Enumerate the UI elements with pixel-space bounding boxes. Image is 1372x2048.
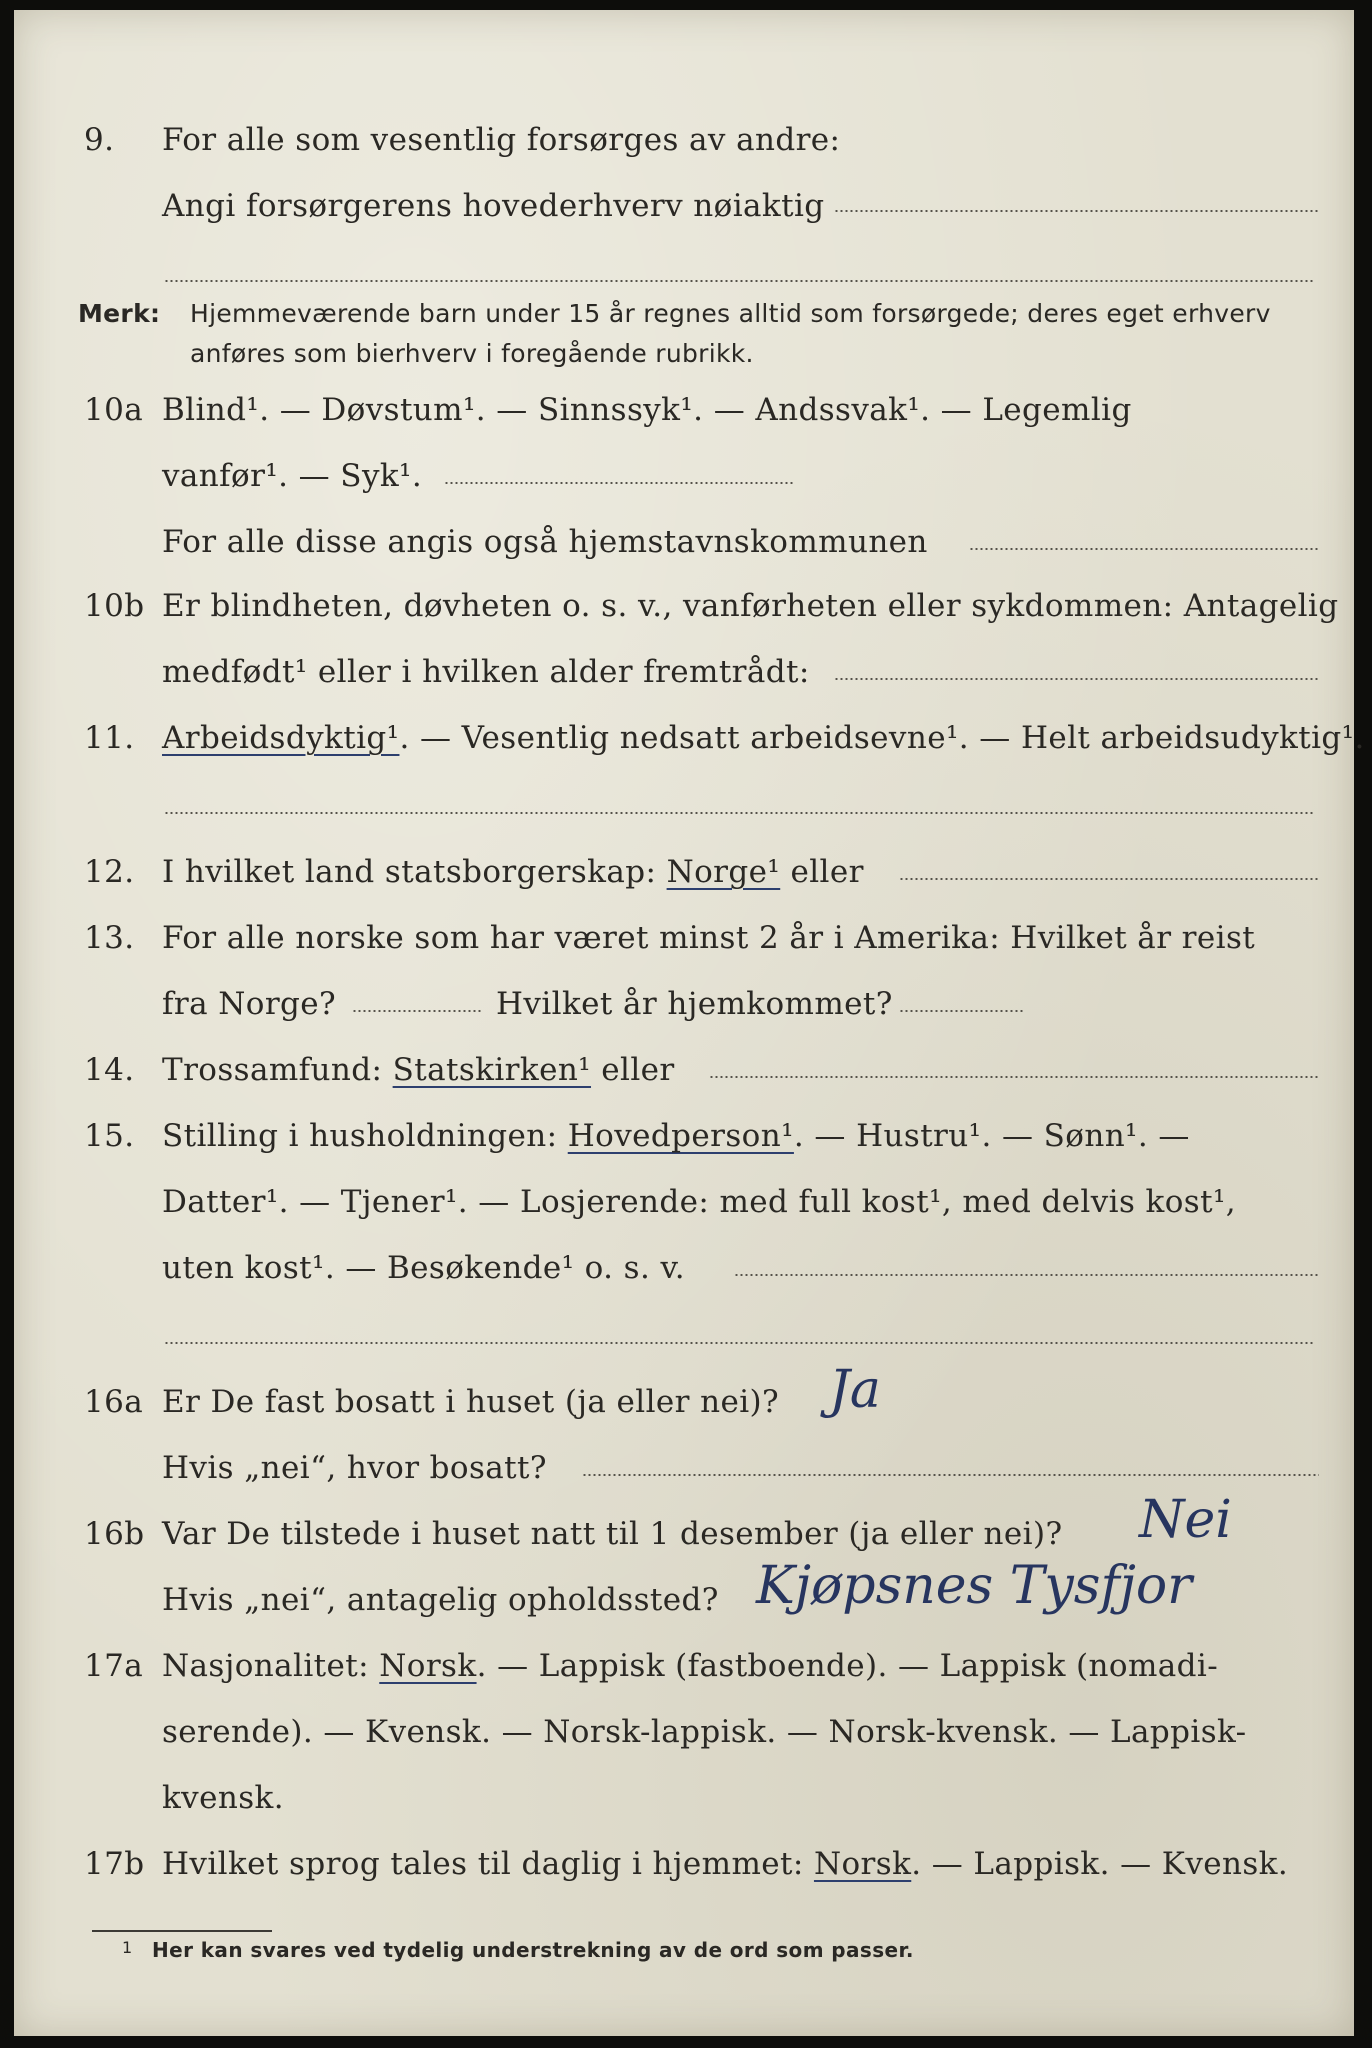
- q17b-underlined-answer: Norsk: [813, 1846, 912, 1882]
- q9-answer-line-2[interactable]: [164, 280, 1314, 282]
- q10a-sick-answer-line[interactable]: [444, 482, 794, 484]
- q17a-underlined-answer: Norsk: [379, 1648, 477, 1684]
- q16a-text-line2: Hvis „nei“, hvor bosatt?: [162, 1450, 547, 1486]
- q11-text-rest: . — Vesentlig nedsatt arbeidsevne¹. — Helt arbeidsudyktig¹.: [399, 720, 1365, 756]
- q17a-text-line3: kvensk.: [162, 1780, 284, 1816]
- q14-number: 14.: [84, 1052, 135, 1088]
- q9-number: 9.: [84, 122, 115, 158]
- q13-number: 13.: [84, 920, 135, 956]
- q11-text: [162, 718, 1365, 758]
- q10a-text-line3: For alle disse angis også hjemstavnskommunen: [162, 524, 928, 560]
- q12-text-after: eller: [790, 854, 864, 890]
- q14-text-after: eller: [601, 1052, 675, 1088]
- q15-underlined-answer: Hovedperson¹: [567, 1118, 794, 1154]
- merk-text-line2: anføres som bierhverv i foregående rubrikk.: [190, 339, 754, 368]
- merk-label: Merk:: [78, 299, 161, 328]
- q16a-residence-answer-line[interactable]: [582, 1474, 1319, 1476]
- q17b-text-before: Hvilket sprog tales til daglig i hjemmet:: [162, 1846, 804, 1882]
- q15-number: 15.: [84, 1118, 135, 1154]
- q16b-text-line2: Hvis „nei“, antagelig opholdssted?: [162, 1582, 719, 1618]
- q12-number: 12.: [84, 854, 135, 890]
- q16a-text-line1: Er De fast bosatt i huset (ja eller nei)?: [162, 1384, 780, 1420]
- q13-text-hjemkommet: Hvilket år hjemkommet?: [496, 986, 893, 1022]
- census-form-page: [14, 10, 1365, 2036]
- q13-return-year-line[interactable]: [899, 1010, 1024, 1012]
- q15-text-line2: Datter¹. — Tjener¹. — Losjerende: med full kost¹, med delvis kost¹,: [162, 1184, 1237, 1220]
- q10b-text-line2: medfødt¹ eller i hvilken alder fremtrådt:: [162, 654, 810, 690]
- footnote-mark: 1: [122, 1938, 133, 1957]
- q13-departure-year-line[interactable]: [352, 1010, 482, 1012]
- q10a-number: 10a: [84, 392, 144, 428]
- q10b-number: 10b: [84, 588, 145, 624]
- q10b-text-line1: Er blindheten, døvheten o. s. v., vanførheten eller sykdommen: Antagelig: [162, 588, 1339, 624]
- merk-text-line1: Hjemmeværende barn under 15 år regnes alltid som forsørgede; deres eget erhverv: [190, 299, 1271, 328]
- q14-answer-line[interactable]: [709, 1076, 1319, 1078]
- q12-text-before: I hvilket land statsborgerskap:: [162, 854, 657, 890]
- q17a-text-line1: [162, 1646, 1218, 1686]
- q17a-text-line2: serende). — Kvensk. — Norsk-lappisk. — Norsk-kvensk. — Lappisk-: [162, 1714, 1247, 1750]
- q10a-text-line2: vanfør¹. — Syk¹.: [162, 458, 423, 494]
- footnote-text: Her kan svares ved tydelig understrekning av de ord som passer.: [152, 1938, 914, 1962]
- q14-text-before: Trossamfund:: [162, 1052, 383, 1088]
- q16b-handwritten-answer-1: Nei: [1139, 1490, 1232, 1550]
- q16a-handwritten-answer: Ja: [829, 1360, 881, 1420]
- q9-text-line1: For alle som vesentlig forsørges av andre:: [162, 122, 841, 158]
- q15-answer-line-2[interactable]: [164, 1342, 1314, 1344]
- q10a-municipality-answer-line[interactable]: [969, 548, 1319, 550]
- q17a-text-line1-after: . — Lappisk (fastboende). — Lappisk (nomadi-: [476, 1648, 1219, 1684]
- q9-answer-line[interactable]: [834, 210, 1319, 212]
- q16b-number: 16b: [84, 1516, 145, 1552]
- q16b-handwritten-answer-2: Kjøpsnes Tysfjor: [756, 1556, 1193, 1616]
- q11-number: 11.: [84, 720, 135, 756]
- q17a-number: 17a: [84, 1648, 144, 1684]
- q17b-text-after: . — Lappisk. — Kvensk.: [911, 1846, 1289, 1882]
- q14-underlined-answer: Statskirken¹: [392, 1052, 592, 1088]
- q12-answer-line[interactable]: [899, 878, 1319, 880]
- q11-answer-line[interactable]: [164, 812, 1314, 814]
- q17b-text: [162, 1844, 1288, 1884]
- q12-text: [162, 852, 864, 892]
- q15-text-line1: [162, 1116, 1190, 1156]
- q13-text-fra-norge: fra Norge?: [162, 986, 337, 1022]
- footnote-divider: [92, 1930, 272, 1932]
- q17b-number: 17b: [84, 1846, 145, 1882]
- q16a-number: 16a: [84, 1384, 144, 1420]
- q15-answer-line[interactable]: [734, 1274, 1319, 1276]
- q15-text-line1-after: . — Hustru¹. — Sønn¹. —: [793, 1118, 1190, 1154]
- q12-underlined-answer: Norge¹: [666, 854, 781, 890]
- q16b-text-line1: Var De tilstede i huset natt til 1 desember (ja eller nei)?: [162, 1516, 1063, 1552]
- q9-text-line2: Angi forsørgerens hovederhverv nøiaktig: [162, 188, 825, 224]
- q10a-text-line1: Blind¹. — Døvstum¹. — Sinnssyk¹. — Andssvak¹. — Legemlig: [162, 392, 1132, 428]
- q11-underlined-answer: Arbeidsdyktig¹: [162, 720, 400, 756]
- q14-text: [162, 1050, 675, 1090]
- q15-text-line3: uten kost¹. — Besøkende¹ o. s. v.: [162, 1250, 685, 1286]
- q10b-answer-line[interactable]: [834, 678, 1319, 680]
- q13-text-line1: For alle norske som har været minst 2 år i Amerika: Hvilket år reist: [162, 920, 1256, 956]
- q17a-text-line1-before: Nasjonalitet:: [162, 1648, 369, 1684]
- q15-text-line1-before: Stilling i husholdningen:: [162, 1118, 558, 1154]
